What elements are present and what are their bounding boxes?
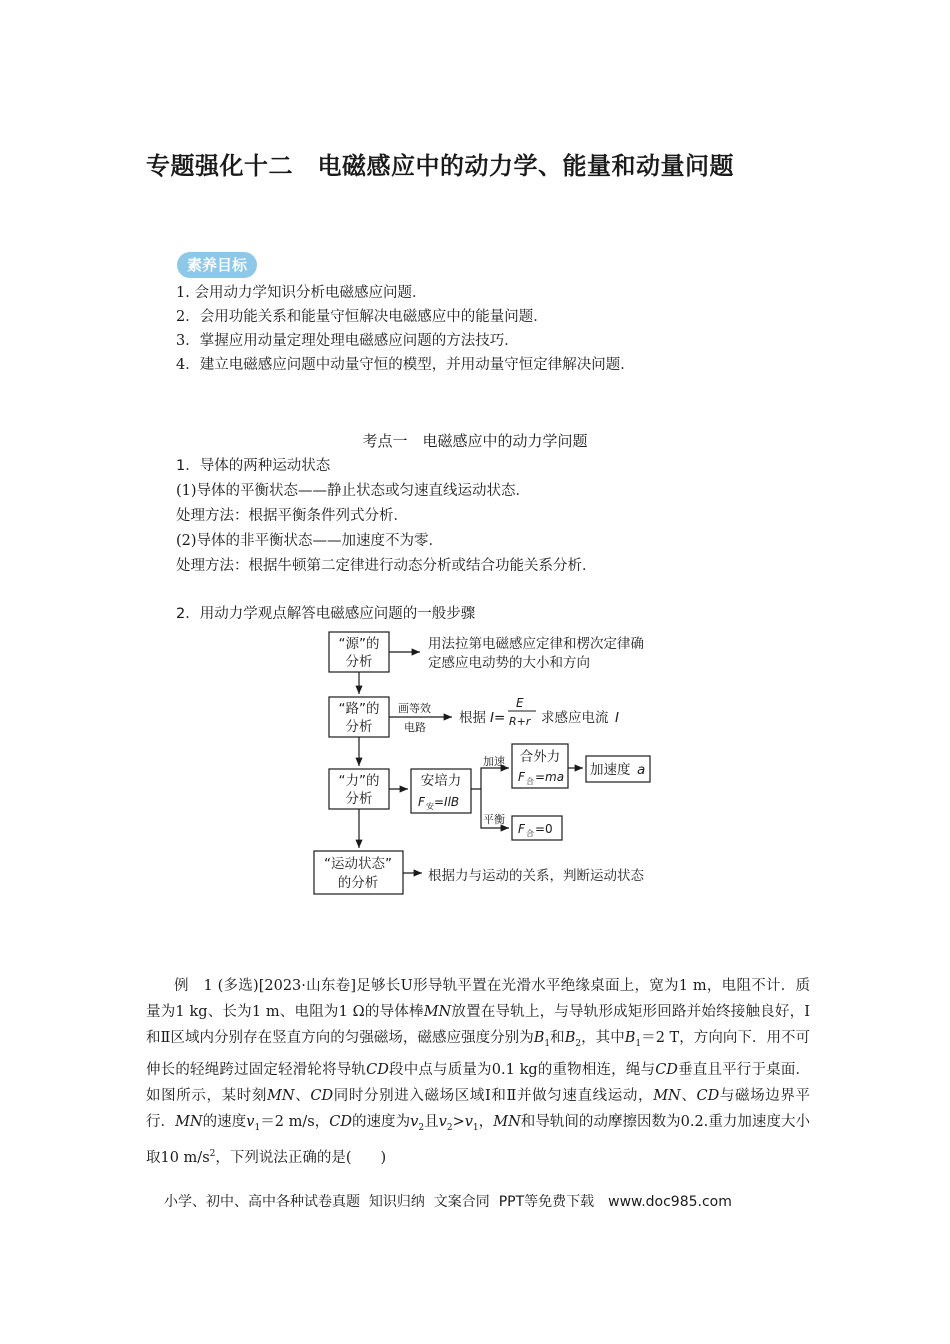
goal-item: 2．会用功能关系和能量守恒解决电磁感应中的能量问题．	[176, 309, 548, 325]
formula-subscript: 合	[526, 777, 534, 786]
arrow-label: 平衡	[483, 813, 505, 826]
goal-item: 1. 会用动力学知识分析电磁感应问题．	[176, 285, 427, 301]
flow-description: 根据	[459, 710, 486, 726]
flow-label: “力”的	[338, 773, 380, 789]
formula-text: I=	[490, 710, 506, 726]
formula-text: =0	[535, 822, 553, 836]
formula-text: =IlB	[434, 795, 460, 809]
body-line: 处理方法：根据牛顿第二定律进行动态分析或结合功能关系分析．	[176, 558, 597, 574]
flow-label: “路”的	[338, 701, 380, 717]
flow-label: 分析	[345, 654, 373, 670]
formula-text: =ma	[535, 770, 565, 784]
formula-subscript: 合	[526, 829, 534, 838]
formula-numerator: E	[516, 696, 524, 710]
example-paragraph: 例 1 (多选)[2023·山东卷]足够长U形导轨平置在光滑水平绝缘桌面上，宽为1 m，电阻不计．质量为1 kg、长为1 m、电阻为1 Ω的导体棒MN放置在导轨上，与导轨形成矩形回路并始终接触良好，Ⅰ和Ⅱ区域内分别存在竖直方向的匀强磁场，磁感应强度分别为$B_1$和$B_2$，其中$B_1=2$ T，方向向下．用不可伸长的轻绳跨过固定轻滑轮将导轨CD段中点与质量为0.1 kg的重物相连，绳与CD垂直且平行于桌面．如图所示，某时刻MN、CD同时分别进入磁场区域Ⅰ和Ⅱ并做匀速直线运动，MN、CD与磁场边界平行．MN的速度$v_1=2$ m/s，CD的速度为$v_2$且$v_2>v_1$，MN和导轨间的动摩擦因数为0.2.重力加速度大小取10 $m/s^2$，下列说法正确的是( )	[146, 978, 811, 1166]
flow-label: 安培力	[420, 773, 462, 789]
arrow-label: 电路	[404, 721, 426, 734]
body-line: (1)导体的平衡状态——静止状态或匀速直线运动状态．	[176, 483, 531, 499]
formula-text: F	[518, 822, 525, 836]
section-heading: 考点一 电磁感应中的动力学问题	[362, 432, 588, 450]
flow-label: 合外力	[519, 749, 561, 765]
flow-label: 分析	[345, 719, 373, 735]
arrow-label: 画等效	[398, 702, 431, 715]
body-line: (2)导体的非平衡状态——加速度不为零．	[176, 533, 444, 549]
body-line: 处理方法：根据平衡条件列式分析．	[176, 508, 408, 524]
footer	[164, 1191, 732, 1211]
goal-item: 4．建立电磁感应问题中动量守恒的模型，并用动量守恒定律解决问题．	[176, 357, 635, 373]
formula-text: F	[518, 770, 525, 784]
footer-text: 小学、初中、高中各种试卷真题 知识归纳 文案合同 PPT等免费下载	[164, 1194, 595, 1210]
flow-label: 分析	[345, 791, 373, 807]
section-badge: 素养目标	[177, 252, 257, 278]
flow-label: 加速度	[590, 762, 631, 778]
flow-label: 的分析	[337, 875, 379, 891]
flow-description: 求感应电流	[541, 710, 609, 726]
formula-text: F	[418, 795, 425, 809]
formula-text: I	[615, 710, 619, 726]
subsection-heading: 1．导体的两种运动状态	[176, 458, 331, 474]
goal-item: 3．掌握应用动量定理处理电磁感应问题的方法技巧．	[176, 333, 519, 349]
flow-label: “源”的	[338, 636, 380, 652]
flow-label: “运动状态”	[324, 856, 392, 872]
formula-subscript: 安	[426, 802, 434, 811]
flow-description: 根据力与运动的关系，判断运动状态	[428, 868, 644, 884]
flow-description: 定感应电动势的大小和方向	[428, 655, 590, 671]
flow-arrow	[471, 768, 509, 789]
formula-denominator: R+r	[509, 715, 531, 728]
flow-description: 用法拉第电磁感应定律和楞次定律确	[428, 636, 644, 652]
arrow-label: 加速	[483, 755, 505, 768]
footer-site-link[interactable]: www.doc985.com	[608, 1194, 732, 1210]
formula-text: a	[637, 762, 646, 778]
subsection-heading: 2．用动力学观点解答电磁感应问题的一般步骤	[176, 606, 476, 622]
page-title: 专题强化十二 电磁感应中的动力学、能量和动量问题	[146, 152, 734, 180]
